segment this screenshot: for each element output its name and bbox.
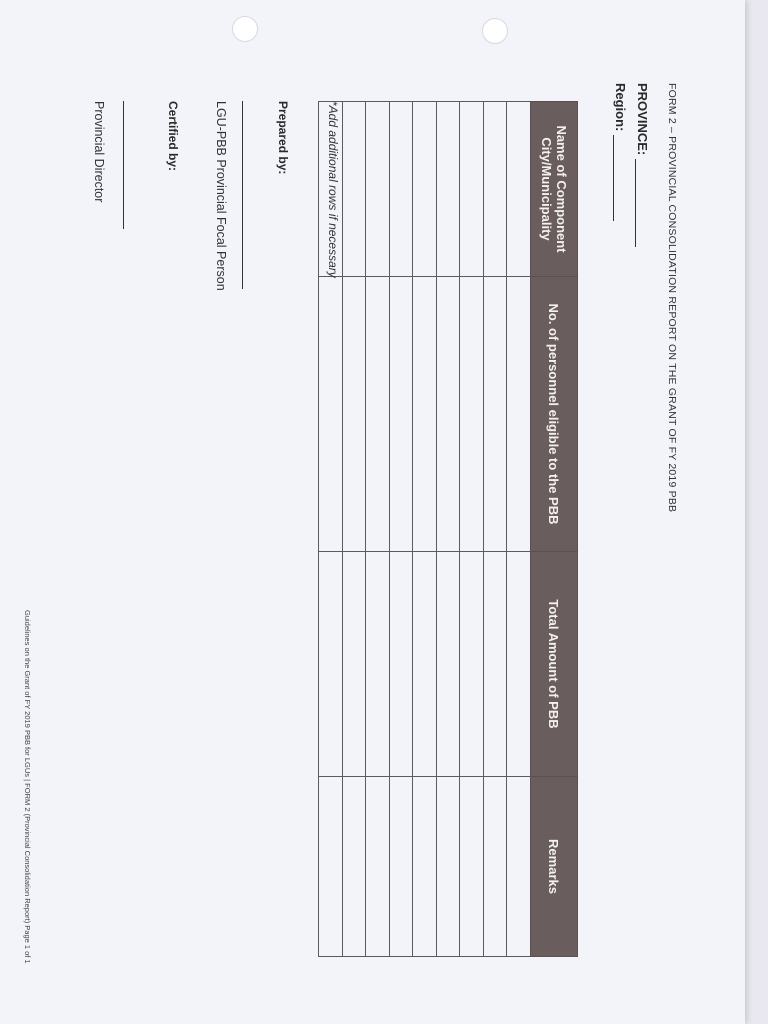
region-field xyxy=(613,83,628,221)
table-cell xyxy=(343,777,367,957)
table-cell xyxy=(460,552,484,777)
table-cell xyxy=(507,552,531,777)
table-cell xyxy=(366,552,390,777)
table-cell xyxy=(390,102,414,277)
table-row xyxy=(460,102,484,957)
prepared-by-signature-line xyxy=(242,101,243,289)
table-row xyxy=(366,102,390,957)
province-field xyxy=(635,83,650,247)
certified-by-name: Provincial Director xyxy=(92,101,106,203)
table-cell xyxy=(484,277,508,552)
table-cell xyxy=(413,277,437,552)
table-cell xyxy=(366,777,390,957)
table-row xyxy=(437,102,461,957)
table-cell xyxy=(319,777,343,957)
table-row xyxy=(343,102,367,957)
table-cell xyxy=(390,552,414,777)
table-cell xyxy=(319,552,343,777)
table-row xyxy=(413,102,437,957)
page-footer: Guidelines on the Grant of FY 2019 PBB for LGUs | FORM 2 (Provincial Consolidation Report) Page 1 of 1 xyxy=(23,610,32,964)
table-cell xyxy=(413,102,437,277)
table-cell xyxy=(437,277,461,552)
region-blank xyxy=(613,135,626,221)
table-cell xyxy=(507,277,531,552)
table-cell xyxy=(343,552,367,777)
table-cell xyxy=(460,102,484,277)
table-body xyxy=(319,102,531,957)
table-cell xyxy=(390,277,414,552)
table-cell xyxy=(366,277,390,552)
column-header-remarks: Remarks xyxy=(531,777,578,957)
table-cell xyxy=(413,552,437,777)
region-label: Region: xyxy=(613,83,628,132)
table-cell xyxy=(437,552,461,777)
table-cell xyxy=(343,102,367,277)
prepared-by-name: LGU-PBB Provincial Focal Person xyxy=(214,101,228,291)
table-cell xyxy=(484,552,508,777)
table-row xyxy=(484,102,508,957)
table-row xyxy=(507,102,531,957)
consolidation-table xyxy=(319,101,579,957)
prepared-by-label: Prepared by: xyxy=(276,101,290,175)
certified-by-signature-line xyxy=(123,101,124,229)
table-cell xyxy=(507,777,531,957)
table-cell xyxy=(390,777,414,957)
column-header-total-amount: Total Amount of PBB xyxy=(531,552,578,777)
table-cell xyxy=(437,102,461,277)
table-cell xyxy=(437,777,461,957)
form-title: FORM 2 – PROVINCIAL CONSOLIDATION REPORT ON THE GRANT OF FY 2019 PBB xyxy=(666,83,678,513)
table-cell xyxy=(484,102,508,277)
province-blank xyxy=(635,159,648,247)
table-cell xyxy=(460,277,484,552)
table-cell xyxy=(413,777,437,957)
table-cell xyxy=(507,102,531,277)
table-cell xyxy=(460,777,484,957)
table-cell xyxy=(343,277,367,552)
table-cell xyxy=(319,277,343,552)
certified-by-label: Certified by: xyxy=(166,101,180,172)
table-header-row xyxy=(531,102,578,957)
additional-rows-note: *Add additional rows if necessary xyxy=(326,101,340,278)
table-row xyxy=(390,102,414,957)
table-cell xyxy=(366,102,390,277)
table-cell xyxy=(484,777,508,957)
province-label: PROVINCE: xyxy=(635,83,650,156)
column-header-eligible-personnel: No. of personnel eligible to the PBB xyxy=(531,277,578,552)
column-header-city-municipality: Name of Component City/Municipality xyxy=(531,102,578,277)
